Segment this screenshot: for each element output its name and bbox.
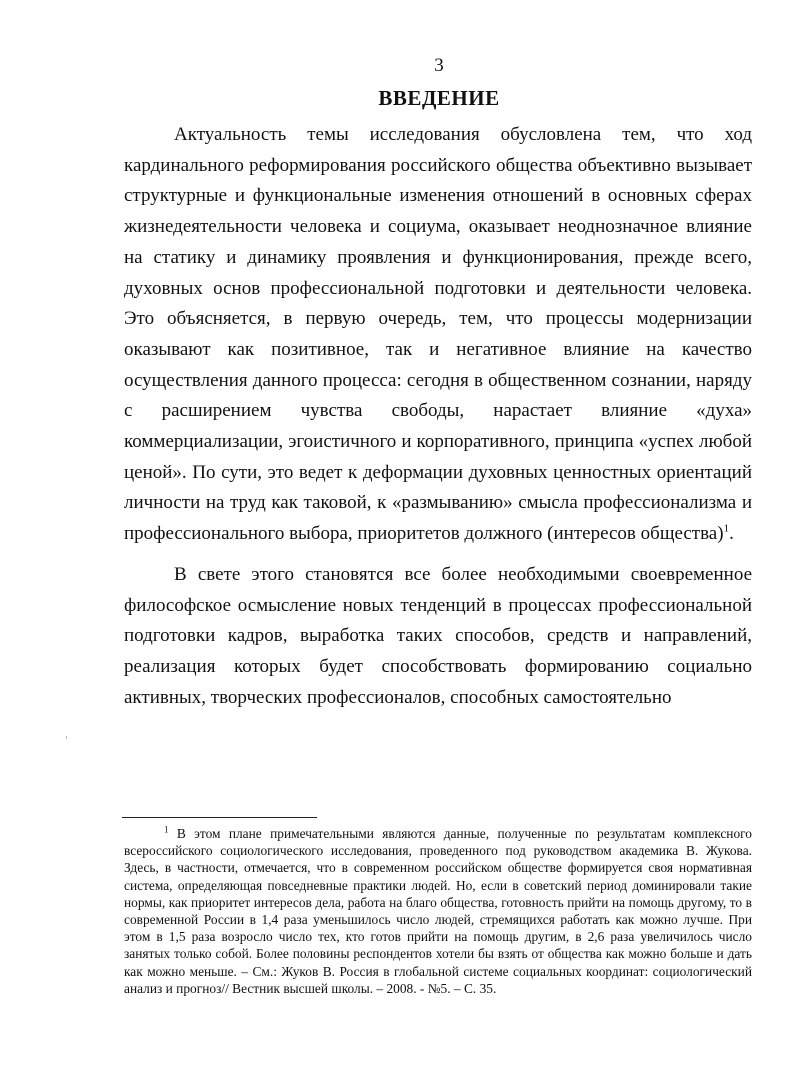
body-text	[124, 120, 752, 713]
paragraph	[124, 560, 752, 714]
paragraph-text: В свете этого становятся все более необходимыми своевременное философское осмысление новых тенденций в процессах профессиональной подготовки кадров, выработка таких способов, средств и направлений, реализация которых будет способствовать формированию социально активных, творческих профессионалов, способных самостоятельно	[124, 563, 752, 708]
footnote-separator	[122, 817, 317, 818]
footnote-reference[interactable]: 1	[723, 522, 730, 535]
scan-speck	[66, 736, 67, 739]
paragraph-text: Актуальность темы исследования обусловлена тем, что ход кардинального реформирования российского общества объективно вызывает структурные и функциональные изменения отношений в основных сферах жизнедеятельности человека и социума, оказывает неоднозначное влияние на статику и динамику проявления и функционирования, прежде всего, духовных основ профессиональной подготовки и деятельности человека. Это объясняется, в первую очередь, тем, что процессы модернизации оказывают как позитивное, так и негативное влияние на качество осуществления данного процесса: сегодня в общественном сознании, наряду с расширением чувства свободы, нарастает влияние «духа» коммерциализации, эгоистичного и корпоративного, принципа «успех любой ценой». По сути, это ведет к деформации духовных ценностных ориентаций личности на труд как таковой, к «размыванию» смысла профессионализма и профессионального выбора, приоритетов должного (интересов общества)	[124, 124, 752, 545]
paragraph	[124, 120, 752, 550]
footnote-text: В этом плане примечательными являются данные, полученные по результатам комплексного всероссийского социологического исследования, проведенного под руководством академика В. Жукова. Здесь, в частности, отмечается, что в современном российском обществе формируется своя нормативная система, определяющая повседневные практики людей. Но, если в советский период доминировали такие нормы, как приоритет интересов дела, работа на благо общества, готовность прийти на помощь другому, то в современной России в 1,4 раза уменьшилось число людей, стремящихся работать как можно лучше. При этом в 1,5 раза возросло число тех, кто готов прийти на помощь другим, в 2,6 раза увеличилось число занятых только собой. Более половины респондентов хотели бы взять от общества как можно больше и дать как можно меньше. – См.: Жуков В. Россия в глобальной системе социальных координат: социологический анализ и прогноз// Вестник высшей школы. – 2008. - №5. – С. 35.	[124, 826, 752, 996]
paragraph-tail: .	[729, 523, 734, 545]
section-heading: ВВЕДЕНИЕ	[378, 86, 500, 110]
footnote	[124, 825, 752, 997]
footnote-marker: 1	[164, 824, 169, 835]
page-number: 3	[434, 55, 444, 76]
